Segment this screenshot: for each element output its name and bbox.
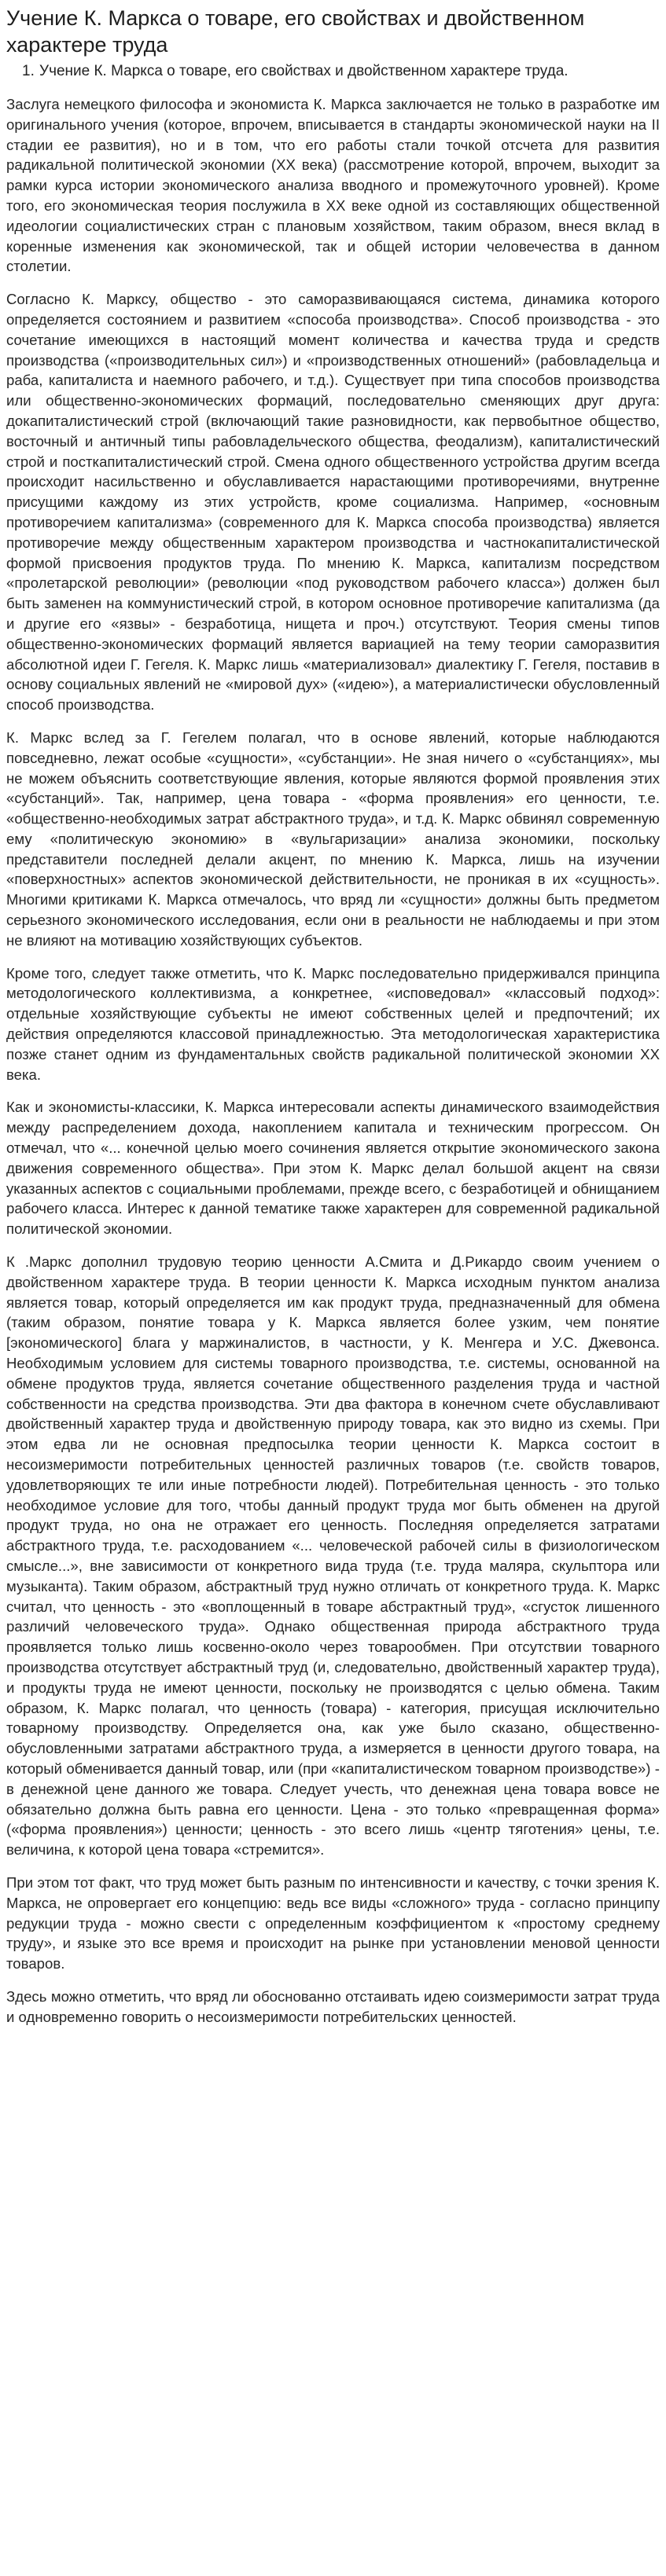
paragraph-5: Как и экономисты-классики, К. Маркса интересовали аспекты динамического взаимодействия между распределением дохода, накоплением капитала и техническим прогрессом. Он отмечал, что «... конечной целью моего сочинения является открытие экономического закона движения современного общества». При этом К. Маркс делал большой акцент на связи указанных аспектов с социальными проблемами, прежде всего, с безработицей и обнищанием рабочего класса. Интерес к данной тематике также характерен для современной радикальной политической экономии. xyxy=(6,1099,660,1238)
toc-item-label: Учение К. Маркса о товаре, его свойствах и двойственном характере труда. xyxy=(39,63,568,79)
toc-item-number: 1. xyxy=(22,63,35,79)
paragraph-1: Заслуга немецкого философа и экономиста К. Маркса заключается не только в разработке им оригинального учения (которое, впрочем, вписывается в стандарты экономической науки на II стадии ее развития), но и в том, что его работы стали точкой отсчета для развития радикальной политической экономии (XX века) (рассмотрение которой, впрочем, выходит за рамки курса истории экономического анализа вводного и промежуточного уровней). Кроме того, его экономическая теория послужила в XX веке одной из составляющих общественной идеологии социалистических стран с плановым хозяйством, таким образом, внеся вклад в коренные изменения как экономической, так и общей истории человечества в данном столетии. xyxy=(6,96,660,275)
paragraph-2: Согласно К. Марксу, общество - это саморазвивающаяся система, динамика которого определяется состоянием и развитием «способа производства». Способ производства - это сочетание имеющихся в настоящий момент количества и качества труда и средств производства («производительных сил») и «производственных отношений» (рабовладельца и раба, капиталиста и наемного рабочего, и т.д.). Существует при типа способов производства или общественно-экономических формаций, последовательно сменяющих друг друга: докапиталистический строй (включающий такие разновидности, как первобытное общество, восточный и античный типы рабовладельческого общества, феодализм), капиталистический строй и посткапиталистический строй. Смена одного общественного устройства другим всегда происходит насильственно и обуславливается нарастающими противоречиями, внутренне присущими каждому из этих устройств, кроме социализма. Например, «основным противоречием капитализма» (современного для К. Маркса способа производства) является противоречие между общественным характером производства и частнокапиталистической формой присвоения продуктов труда. По мнению К. Маркса, капитализм посредством «пролетарской революции» (революции «под руководством рабочего класса») должен был быть заменен на коммунистический строй, в котором основное противоречие капитализма (да и другие его «язвы» - безработица, нищета и проч.) отсутствуют. Теория смены типов общественно-экономических формаций является вариацией на тему теории саморазвития абсолютной идеи Г. Гегеля. К. Маркс лишь «материализовал» диалектику Г. Гегеля, поставив в основу социальных явлений не «мировой дух» («идею»), а материалистически обусловленный способ производства. xyxy=(6,291,660,714)
toc-item[interactable] xyxy=(6,61,660,82)
table-of-contents xyxy=(6,61,660,82)
paragraph-7: При этом тот факт, что труд может быть разным по интенсивности и качеству, с точки зрения К. Маркса, не опровергает его концепцию: ведь все виды «сложного» труда - согласно принципу редукции труда - можно свести с определенным коэффициентом к «простому среднему труду», и языке это все время и происходит на рынке при установлении меновой ценности товаров. xyxy=(6,1873,660,1972)
paragraph-8: Здесь можно отметить, что вряд ли обоснованно отстаивать идею соизмеримости затрат труда и одновременно говорить о несоизмеримости потребительских ценностей. xyxy=(6,1987,660,2025)
page-title: Учение К. Маркса о товаре, его свойствах и двойственном характере труда xyxy=(6,6,585,57)
paragraph-4: Кроме того, следует также отметить, что К. Маркс последовательно придерживался принципа методологического коллективизма, а конкретнее, «исповедовал» «классовый подход»: отдельные хозяйствующие субъекты не имеют собственных целей и предпочтений; их действия определяются классовой принадлежностью. Эта методологическая характеристика позже станет одним из фундаментальных свойств радикальной политической экономии XX века. xyxy=(6,964,660,1083)
paragraph-3: К. Маркс вслед за Г. Гегелем полагал, что в основе явлений, которые наблюдаются повседневно, лежат особые «сущности», «субстанции». Не зная ничего о «субстанциях», мы не можем объяснить соответствующие явления, которые являются формой проявления этих «субстанций». Так, например, цена товара - «форма проявления» его ценности, т.е. «общественно-необходимых затрат абстрактного труда», и т.д. К. Маркс обвинял современную ему «политическую экономию» в «вульгаризации» анализа экономики, поскольку представители последней делали акцент, по мнению К. Маркса, лишь на изучении «поверхностных» аспектов экономической действительности, не проникая в их «сущность». Многими критиками К. Маркса отмечалось, что вряд ли «сущности» должны быть предметом серьезного экономического исследования, если они в реальности не наблюдаемы и при этом не влияют на мотивацию хозяйствующих субъектов. xyxy=(6,728,660,949)
paragraph-6: К .Маркс дополнил трудовую теорию ценности А.Смита и Д.Рикардо своим учением о двойственном характере труда. В теории ценности К. Маркса исходным пунктом анализа является товар, который определяется им как продукт труда, предназначенный для обмена (таким образом, понятие товара у К. Маркса является более узким, чем понятие [экономического] блага у маржиналистов, в частности, у К. Менгера и У.С. Джевонса. Необходимым условием для системы товарного производства, т.е. системы, основанной на обмене продуктов труда, является сочетание общественного разделения труда и частной собственности на средства производства. Эти два фактора в конечном счете обуславливают двойственный характер труда и двойственную природу товара, как это видно из схемы. При этом едва ли не основная предпосылка теории ценности К. Маркса состоит в несоизмеримости потребительных ценностей различных товаров (т.е. свойств товаров, удовлетворяющих те или иные потребности людей). Потребительная ценность - это только необходимое условие для того, чтобы данный продукт труда мог быть обменен на другой продукт труда, но она не отражает его ценность. Последняя определяется затратами абстрактного труда, т.е. расходованием «... человеческой рабочей силы в физиологическом смысле...», вне зависимости от конкретного вида труда (т.е. труда маляра, скульптора или музыканта). Таким образом, абстрактный труд нужно отличать от конкретного труда. К. Маркс считал, что ценность - это «воплощенный в товаре абстрактный труд», «сгусток лишенного различий человеческого труда». Однако общественная природа абстрактного труда проявляется только лишь косвенно-около через товарообмен. При отсутствии товарного производства отсутствует абстрактный труд (и, следовательно, двойственный характер труда), и продукты труда не имеют ценности, поскольку не производятся с целью обмена. Таким образом, К. Маркс полагал, что ценность (товара) - категория, присущая исключительно товарному производству. Определяется она, как уже было сказано, общественно-обусловленными затратами абстрактного труда, а измеряется в ценности другого товара, на который обменивается данный товар, или (при «капиталистическом товарном производстве») - в денежной цене данного же товара. Следует учесть, что денежная цена товара вовсе не обязательно должна быть равна его ценности. Цена - это только «превращенная форма» («форма проявления») ценности; ценность - это всего лишь «центр тяготения» цены, т.е. величина, к которой цена товара «стремится». xyxy=(6,1253,660,1859)
